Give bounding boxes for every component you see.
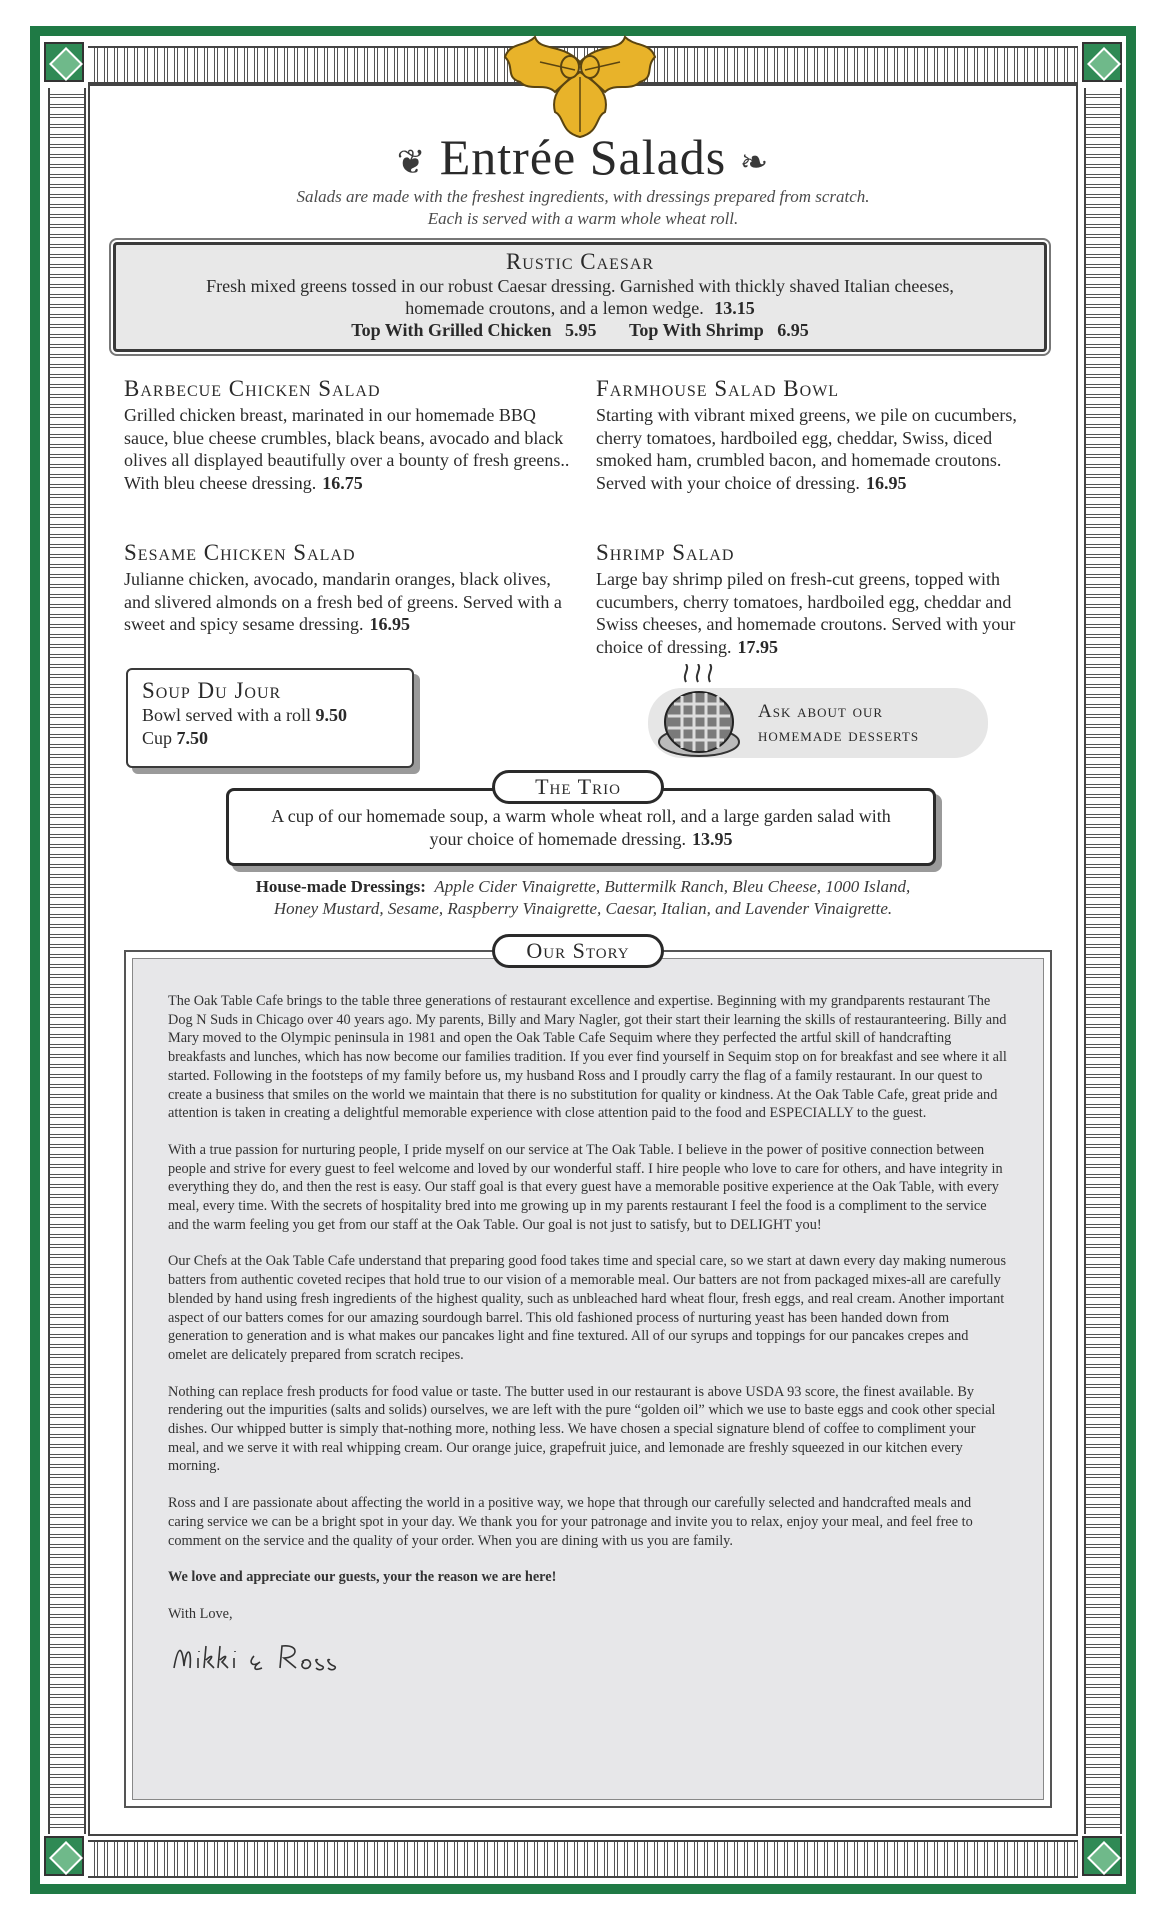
trio-heading: The Trio <box>492 770 664 804</box>
topping-option <box>351 320 596 340</box>
item-name: Soup Du Jour <box>142 678 282 703</box>
soup-bowl-label: Bowl served with a roll <box>142 705 311 725</box>
subtitle-line: Each is served with a warm whole wheat roll. <box>427 209 739 228</box>
item-price: 17.95 <box>737 636 778 657</box>
dressings-list <box>0 876 1166 920</box>
story-paragraph-bold: We love and appreciate our guests, your the reason we are here! <box>168 1569 557 1586</box>
dessert-line: homemade desserts <box>758 725 920 746</box>
topping-option <box>629 320 809 340</box>
item-description-text: Large bay shrimp piled on fresh-cut greens, topped with cucumbers, cherry tomatoes, hardboiled egg, cheddar and Swiss cheeses, and homemade croutons. Served with your choice of dressing. <box>596 569 1016 657</box>
menu-item <box>596 540 1046 658</box>
item-description <box>124 568 574 636</box>
dressings-label: House-made Dressings: <box>255 877 426 896</box>
topping-options <box>116 320 1044 341</box>
story-closing: With Love, <box>168 1605 233 1622</box>
item-description <box>116 275 1044 319</box>
border-bottom-rail <box>88 1840 1078 1878</box>
page-title <box>0 128 1166 186</box>
item-description-text: Starting with vibrant mixed greens, we pile on cucumbers, cherry tomatoes, hardboiled egg, cheddar, Swiss, diced smoked ham, crumbled bacon, and homemade croutons. Served with your choice of dressing. <box>596 405 1017 493</box>
leaf-flourish-icon: ❧ <box>739 144 770 182</box>
rustic-caesar-panel <box>113 242 1047 352</box>
item-price: 7.50 <box>176 728 209 748</box>
topping-label: Top With Grilled Chicken <box>351 320 552 340</box>
item-description-text: A cup of our homemade soup, a warm whole wheat roll, and a large garden salad with your choice of homemade dressing. <box>271 806 891 849</box>
topping-label: Top With Shrimp <box>628 320 764 340</box>
soup-du-jour-box <box>126 668 414 768</box>
story-body <box>168 992 1008 1685</box>
item-description <box>596 568 1046 658</box>
item-price: 13.15 <box>714 298 755 318</box>
corner-ornament-icon <box>1082 1836 1122 1876</box>
item-description <box>124 404 574 494</box>
oak-leaf-crest-icon <box>480 22 680 142</box>
waffle-icon <box>656 664 742 764</box>
border-right-rail <box>1084 88 1122 1834</box>
dressings-line <box>0 876 1166 898</box>
menu-item <box>124 376 574 494</box>
signature-icon <box>168 1636 388 1680</box>
dressings-names: Honey Mustard, Sesame, Raspberry Vinaigrette, Caesar, Italian, and Lavender Vinaigrette. <box>273 899 893 918</box>
dressings-names: Apple Cider Vinaigrette, Buttermilk Ranch, Bleu Cheese, 1000 Island, <box>434 877 911 896</box>
page-title-text: Entrée Salads <box>439 129 727 185</box>
corner-ornament-icon <box>1082 42 1122 82</box>
story-paragraph: Our Chefs at the Oak Table Cafe understand that preparing good food takes time and special care, so we start at dawn every day making numerous batters from authentic coveted recipes that hold true to our vision of a memorable meal. Our batters are not from packaged mixes-all are carefully blended by hand using fresh ingredients of the highest quality, such as unbleached hard wheat flour, fresh eggs, and real cream. Another important aspect of our batters comes for our amazing sourdough barrel. This old fashioned process of nurturing yeast has been handed down from generation to generation and is what makes our pancakes light and fine textured. All of our syrups and toppings for our pancakes crepes and omelet are delicately prepared from scratch recipes. <box>168 1253 1007 1363</box>
corner-ornament-icon <box>44 42 84 82</box>
item-name: Sesame Chicken Salad <box>124 540 356 565</box>
item-price: 16.95 <box>865 472 907 493</box>
item-description-text: Julianne chicken, avocado, mandarin oranges, black olives, and slivered almonds on a fresh bed of greens. Served with a sweet and spicy sesame dressing. <box>124 569 562 634</box>
item-name: Rustic Caesar <box>505 249 655 274</box>
item-price: 9.50 <box>315 705 347 725</box>
item-description <box>229 805 933 851</box>
item-description-text: Fresh mixed greens tossed in our robust Caesar dressing. Garnished with thickly shaved Italian cheeses, homemade croutons, and a lemon wedge. <box>206 276 954 318</box>
item-description <box>596 404 1046 494</box>
item-price: 16.95 <box>369 614 410 634</box>
item-description-text: Grilled chicken breast, marinated in our homemade BBQ sauce, blue cheese crumbles, black beans, avocado and black olives all displayed beautifully over a bounty of fresh greens.. With bleu cheese dressing. <box>124 405 570 493</box>
corner-ornament-icon <box>44 1836 84 1876</box>
dressings-line <box>0 898 1166 920</box>
soup-cup-label: Cup <box>142 728 173 748</box>
item-price: 16.75 <box>322 472 363 493</box>
topping-price: 5.95 <box>564 320 597 340</box>
soup-bowl-line <box>142 704 398 727</box>
soup-cup-line <box>142 727 398 750</box>
item-name: Barbecue Chicken Salad <box>124 376 381 401</box>
subtitle-line: Salads are made with the freshest ingredients, with dressings prepared from scratch. <box>296 187 870 206</box>
dessert-text <box>758 700 919 748</box>
story-heading: Our Story <box>492 934 664 968</box>
story-paragraph: Nothing can replace fresh products for food value or taste. The butter used in our restaurant is above USDA 93 score, the finest available. By rendering out the impurities (salts and solids) ourselves, we are left with the pure “golden oil” which we use to baste eggs and cook other special dishes. Our whipped butter is simply that-nothing more, nothing less. We have chosen a special signature blend of coffee to compliment your meal, and we serve it with real whipping cream. Our orange juice, grapefruit juice, and lemonade are freshly squeezed in our kitchen every morning. <box>168 1383 996 1475</box>
story-paragraph: Ross and I are passionate about affecting the world in a positive way, we hope that through our carefully selected and handcrafted meals and caring service we can be a bright spot in your day. We thank you for your patronage and invite you to relax, enjoy your meal, and feel free to comment on the service and the quality of your order. When you are dining with us you are family. <box>168 1495 973 1549</box>
subtitle <box>0 186 1166 230</box>
border-left-rail <box>48 88 86 1834</box>
menu-item <box>124 540 574 636</box>
topping-price: 6.95 <box>777 320 809 340</box>
story-paragraph: With a true passion for nurturing people, I pride myself on our service at The Oak Table. I believe in the power of positive connection between people and strive for every guest to feel welcome and loved by our wonderful staff. I hire people who love to care for others, and have integrity in everything they do, and then the rest is easy. Our staff goal is that every guest have a memorable positive experience at the Oak Table, with every meal, every time. With the secrets of hospitality bred into me growing up in my parents restaurant I feel the food is a compliment to the service and the warm feeling you get from our staff at the Oak Table. Our goal is not just to satisfy, but to DELIGHT you! <box>168 1141 1003 1233</box>
leaf-flourish-icon: ❦ <box>396 144 427 182</box>
menu-item <box>596 376 1046 494</box>
dessert-badge <box>648 688 988 758</box>
dessert-line: Ask about our <box>758 701 884 722</box>
item-name: Shrimp Salad <box>596 540 735 565</box>
item-name: Farmhouse Salad Bowl <box>596 376 840 401</box>
story-paragraph: The Oak Table Cafe brings to the table three generations of restaurant excellence and expertise. Beginning with my grandparents restaurant The Dog N Suds in Chicago over 40 years ago. My parents, Billy and Mary Nagler, got their start their learning the skills of restauranteering. Billy and Mary moved to the Olympic peninsula in 1981 and open the Oak Table Cafe Sequim where they perfected the artful skill of handcrafting breakfasts and lunches, which has now become our families tradition. If you ever find yourself in Sequim stop on for breakfast and see where it all started. Following in the footsteps of my family before us, my husband Ross and I proudly carry the flag of a family restaurant. In our quest to create a business that smiles on the world we maintain that there is no substitution for quality or kindness. At the Oak Table Cafe, great pride and attention is taken in creating a delightful memorable experience with close attention paid to the food and ESPECIALLY to the guest. <box>168 993 1007 1122</box>
item-price: 13.95 <box>691 829 733 849</box>
